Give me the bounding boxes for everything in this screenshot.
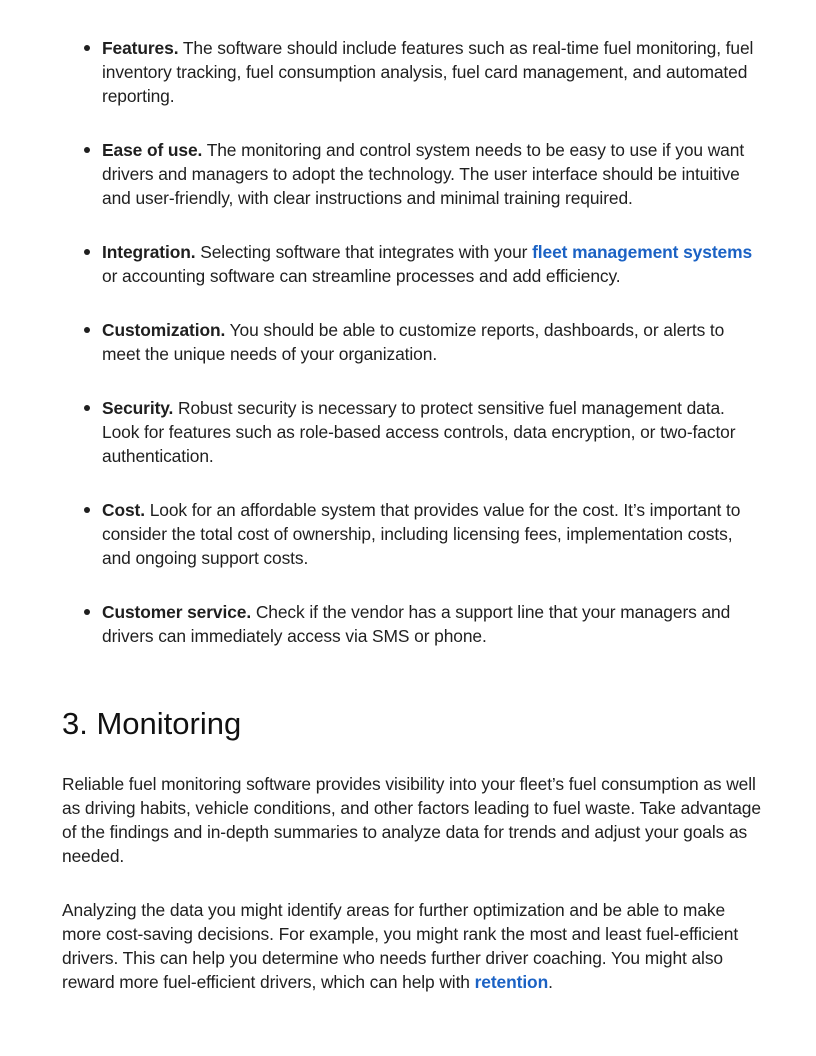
bullet-dot [84, 327, 90, 333]
list-item-term: Security. [102, 398, 174, 418]
list-item-text: Look for an affordable system that provides value for the cost. It’s important to consider the total cost of ownership, including licensing fees, implementation costs, and ongoing support costs. [102, 500, 741, 568]
list-item-text: Robust security is necessary to protect sensitive fuel management data. Look for features such as role-based access controls, data encryption, or two-factor authentication. [102, 398, 736, 466]
list-item-term: Integration. [102, 242, 196, 262]
list-item-term: Customer service. [102, 602, 252, 622]
fleet-management-systems-link[interactable]: fleet management systems [532, 242, 753, 262]
bullet-dot [84, 147, 90, 153]
section-heading: 3. Monitoring [62, 706, 242, 741]
list-item-text: Check if the vendor has a support line that your managers and drivers can immediately access via SMS or phone. [102, 602, 731, 646]
list-item-text: or accounting software can streamline processes and add efficiency. [102, 266, 621, 286]
list-item-security [82, 396, 762, 468]
paragraph-text: Analyzing the data you might identify areas for further optimization and be able to make more cost-saving decisions. For example, you might rank the most and least fuel-efficient drivers. This can help you determine who needs further driver coaching. You might also reward more fuel-efficient drivers, which can help with [62, 900, 739, 992]
retention-link[interactable]: retention [474, 972, 549, 992]
bullet-dot [84, 45, 90, 51]
bullet-dot [84, 405, 90, 411]
list-item-term: Customization. [102, 320, 226, 340]
list-item-ease-of-use [82, 138, 762, 210]
bullet-dot [84, 507, 90, 513]
list-item-term: Ease of use. [102, 140, 203, 160]
bullet-dot [84, 249, 90, 255]
list-item-term: Cost. [102, 500, 145, 520]
list-item-text: The software should include features such as real-time fuel monitoring, fuel inventory tracking, fuel consumption analysis, fuel card management, and automated reporting. [102, 38, 754, 106]
list-item-text: The monitoring and control system needs to be easy to use if you want drivers and managers to adopt the technology. The user interface should be intuitive and user-friendly, with clear instructions and minimal training required. [102, 140, 745, 208]
paragraph-text: . [548, 972, 553, 992]
list-item-integration [82, 240, 762, 288]
list-item-customer-service [82, 600, 762, 648]
list-item-features [82, 36, 762, 108]
monitoring-paragraph-2 [62, 898, 762, 994]
list-item-text: Selecting software that integrates with your [195, 242, 533, 262]
bullet-dot [84, 609, 90, 615]
list-item-term: Features. [102, 38, 179, 58]
list-item-cost [82, 498, 762, 570]
criteria-list [82, 36, 762, 678]
list-item-customization [82, 318, 762, 366]
monitoring-paragraph-1: Reliable fuel monitoring software provides visibility into your fleet’s fuel consumption as well as driving habits, vehicle conditions, and other factors leading to fuel waste. Take advantage of the findings and in-depth summaries to analyze data for trends and adjust your goals as needed. [62, 774, 761, 866]
list-item-text: You should be able to customize reports, dashboards, or alerts to meet the unique needs of your organization. [102, 320, 725, 364]
